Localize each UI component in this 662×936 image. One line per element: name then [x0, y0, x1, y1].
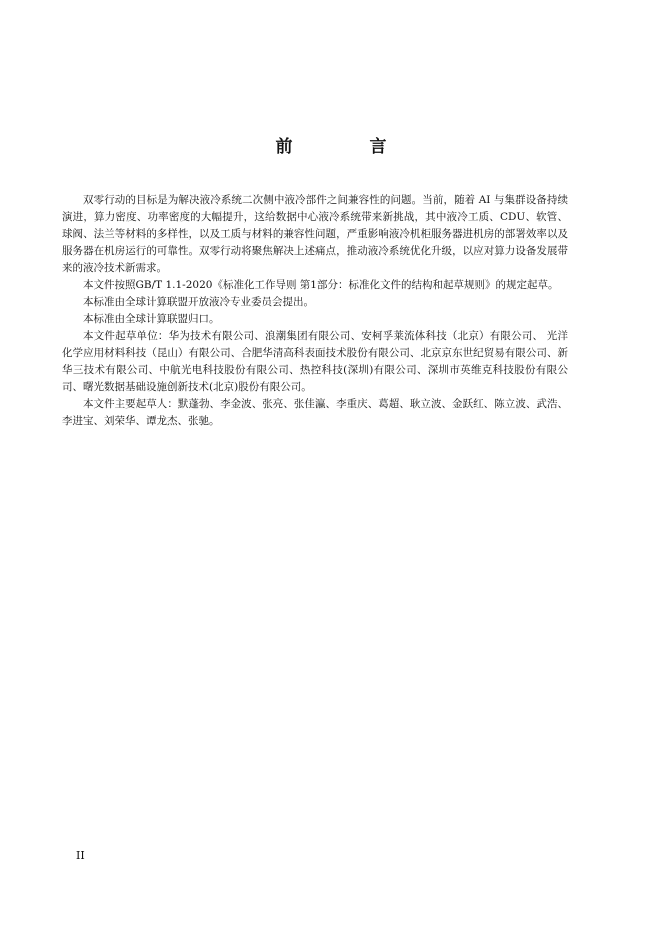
paragraph-proposer: 本标准由全球计算联盟开放液冷专业委员会提出。 [83, 296, 314, 308]
paragraph-purpose: 双零行动的目标是为解决液冷系统二次侧中液冷部件之间兼容性的问题。当前，随着 AI 与集群设备持续演进，算力密度、功率密度的大幅提升，这给数据中心液冷系统带来新挑战，其中液冷工质、CDU、软管、球阀、法兰等材料的多样性，以及工质与材料的兼容性问题，严重影响液冷机柜服务器进机房的部署效率以及服务器在机房运行的可靠性。双零行动将聚焦解决上述痛点，推动液冷系统优化升级，以应对算力设备发展带来的液冷技术新需求。 [62, 194, 568, 274]
paragraph-drafting-rules: 本文件按照GB/T 1.1-2020《标准化工作导则 第1部分：标准化文件的结构和起草规则》的规定起草。 [83, 279, 559, 291]
paragraph-drafting-units: 本文件起草单位：华为技术有限公司、浪潮集团有限公司、安柯孚莱流体科技（北京）有限公司、 光洋化学应用材料科技（昆山）有限公司、合肥华清高科表面技术股份有限公司、北京京东世纪贸易有限公司、新华三技术有限公司、中航光电科技股份有限公司、热控科技(深圳)有限公司、深圳市英维克科技股份有限公司、曙光数据基础设施创新技术(北京)股份有限公司。 [62, 330, 568, 393]
foreword-body [62, 192, 568, 430]
page-number: II [76, 849, 85, 862]
paragraph-drafters: 本文件主要起草人：默蓬勃、李金波、张亮、张佳瀛、李重庆、葛超、耿立波、金跃红、陈立波、武浩、李进宝、刘荣华、谭龙杰、张驰。 [62, 398, 568, 427]
page-title: 前 言 [275, 137, 417, 157]
paragraph-responsible-body: 本标准由全球计算联盟归口。 [83, 313, 220, 325]
